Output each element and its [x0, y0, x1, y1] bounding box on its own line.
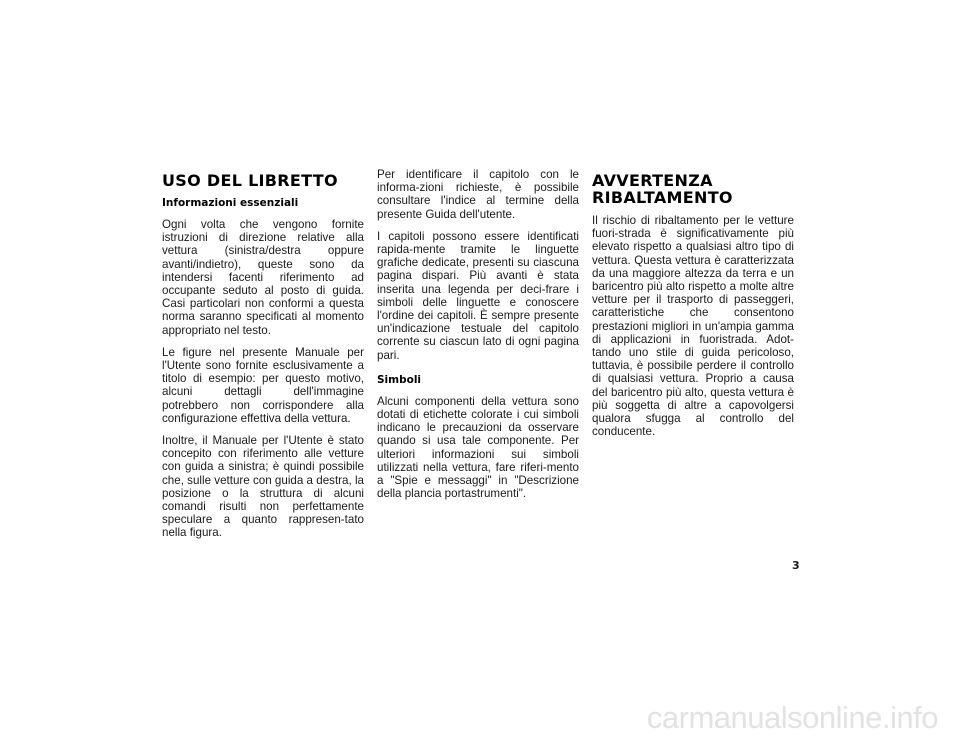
subsection-title-informazioni-essenziali: Informazioni essenziali	[162, 197, 299, 209]
paragraph: Inoltre, il Manuale per l'Utente è stato concepito con riferimento alle vetture con guida a sinistra; è quindi possibile che, sulle vetture con guida a destra, la posizione o la struttura di alcuni comandi risulti non perfettamente speculare a quanto rappresen-tato nella figura.	[162, 434, 364, 540]
watermark: carmanualsonline.info	[646, 700, 938, 735]
column-3	[592, 172, 794, 447]
page-number: 3	[792, 559, 800, 572]
column-1	[162, 172, 364, 549]
paragraph: Per identificare il capitolo con le informa-zioni richieste, è possibile consultare l'indice al termine della presente Guida dell'utente.	[377, 168, 579, 221]
paragraph: Le figure nel presente Manuale per l'Utente sono fornite esclusivamente a titolo di esempio: per questo motivo, alcuni dettagli dell'immagine potrebbero non corrispondere alla configurazione effettiva della vettura.	[162, 345, 364, 425]
section-title-line-1: AVVERTENZA	[592, 171, 713, 190]
column-2	[377, 168, 579, 509]
subsection-title-simboli: Simboli	[377, 373, 422, 386]
section-title-line-2: RIBALTAMENTO	[592, 188, 733, 207]
section-title-avvertenza-ribaltamento	[592, 172, 794, 206]
paragraph: Ogni volta che vengono fornite istruzioni di direzione relative alla vettura (sinistra/destra oppure avanti/indietro), queste sono da intendersi facenti riferimento ad occupante seduto al posto di guida. Casi particolari non conformi a questa norma saranno specificati al momento appropriato nel testo.	[162, 218, 364, 337]
section-title-uso-del-libretto: USO DEL LIBRETTO	[162, 171, 338, 190]
paragraph: Alcuni componenti della vettura sono dotati di etichette colorate i cui simboli indicano le precauzioni da osservare quando si usa tale componente. Per ulteriori informazioni sui simboli utilizzati nella vettura, fare riferi-mento a "Spie e messaggi" in "Descrizione della plancia portastrumenti".	[377, 394, 579, 501]
paragraph: I capitoli possono essere identificati rapida-mente tramite le linguette grafiche dedicate, presenti su ciascuna pagina dispari. Più avanti è stata inserita una legenda per deci-frare i simboli delle linguette e conoscere l'ordine dei capitoli. È sempre presente un'indicazione testuale del capitolo corrente su ciascun lato di ogni pagina pari.	[377, 229, 579, 362]
paragraph: Il rischio di ribaltamento per le vetture fuori-strada è significativamente più elevato rispetto a qualsiasi altro tipo di vettura. Questa vettura è caratterizzata da una maggiore altezza da terra e un baricentro più alto rispetto a molte altre vetture per il trasporto di passeggeri, caratteristiche che consentono prestazioni migliori in un'ampia gamma di applicazioni in fuoristrada. Adot-tando uno stile di guida pericoloso, tuttavia, è possibile perdere il controllo di qualsiasi vettura. Proprio a causa del baricentro più alto, questa vettura è più soggetta di altre a capovolgersi qualora sfugga al controllo del conducente.	[592, 214, 794, 439]
